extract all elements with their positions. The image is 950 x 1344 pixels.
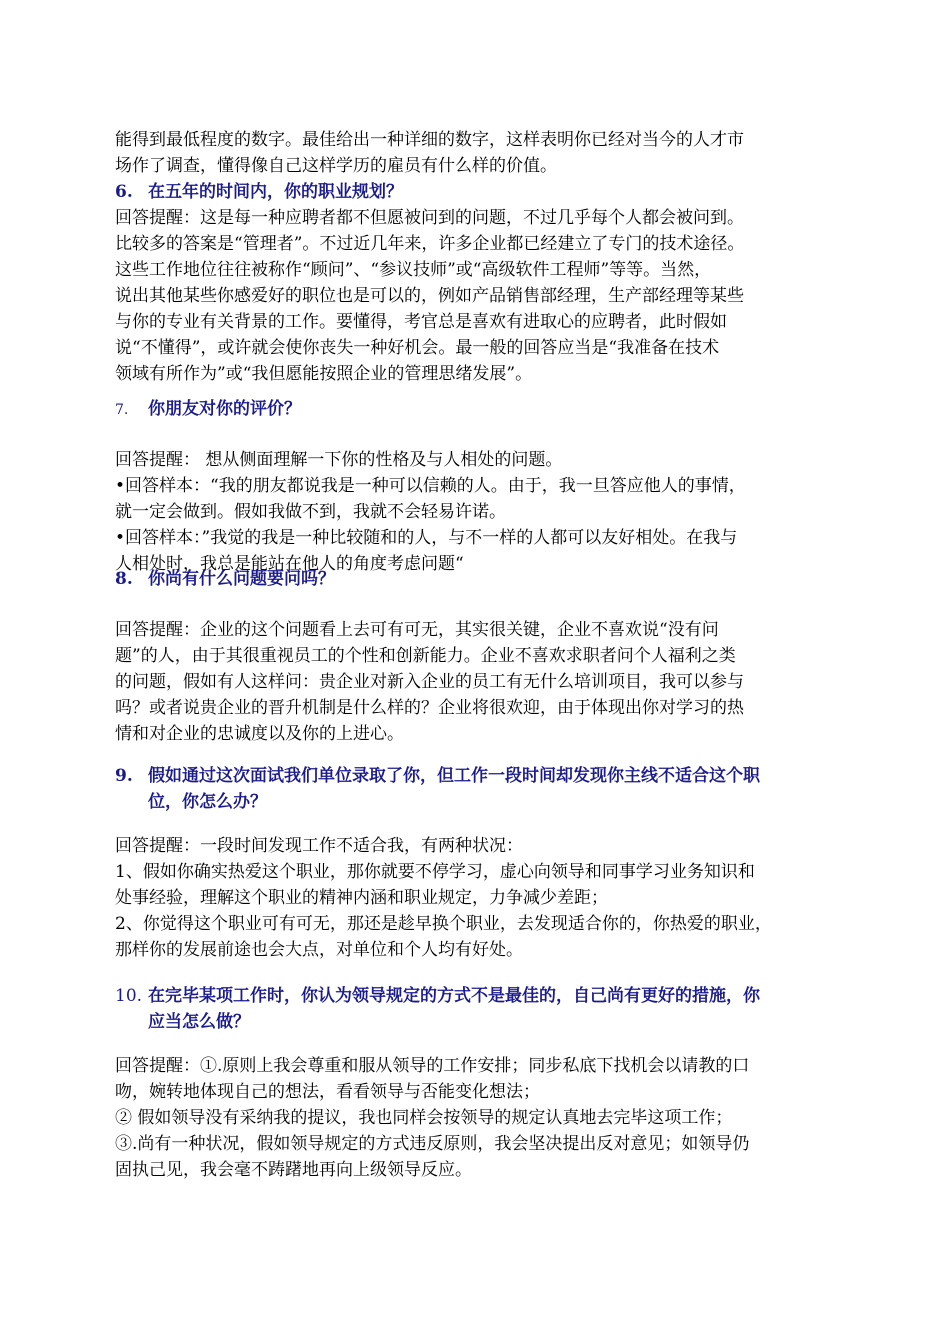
- body-text-line: 领域有所作为”或“我但愿能按照企业的管理思绪发展”。: [115, 364, 533, 384]
- body-text-line: 回答提醒：这是每一种应聘者都不但愿被问到的问题，不过几乎每个人都会被问到。: [115, 208, 744, 228]
- question-number: 9.: [115, 766, 133, 786]
- body-text-line: •回答样本：“我的朋友都说我是一种可以信赖的人。由于，我一旦答应他人的事情，: [115, 476, 746, 496]
- body-text-line: 固执己见，我会毫不踌躇地再向上级领导反应。: [115, 1160, 472, 1180]
- body-text-line: 的问题，假如有人这样问：贵企业对新入企业的员工有无什么培训项目，我可以参与: [115, 672, 744, 692]
- question-text: 在完毕某项工作时，你认为领导规定的方式不是最佳的，自己尚有更好的措施，你: [148, 986, 760, 1006]
- question-heading: [115, 179, 403, 206]
- body-text-line: 这些工作地位往往被称作“顾问”、“参议技师”或“高级软件工程师”等等。当然，: [115, 260, 712, 280]
- body-text-line: 回答提醒：①.原则上我会尊重和服从领导的工作安排；同步私底下找机会以请教的口: [115, 1056, 750, 1076]
- body-text-line: 与你的专业有关背景的工作。要懂得，考官总是喜欢有进取心的应聘者，此时假如: [115, 312, 727, 332]
- question-text: 你朋友对你的评价？: [148, 399, 301, 419]
- body-text-line: ② 假如领导没有采纳我的提议，我也同样会按领导的规定认真地去完毕这项工作；: [115, 1108, 733, 1128]
- body-text-line: 人相处时，我总是能站在他人的角度考虑问题“: [115, 554, 464, 574]
- body-text-line: 情和对企业的忠诚度以及你的上进心。: [115, 724, 404, 744]
- question-number: 7.: [115, 402, 129, 418]
- question-heading: [115, 396, 301, 423]
- body-text-line: •回答样本：”我觉的我是一种比较随和的人，与不一样的人都可以友好相处。在我与: [115, 528, 738, 548]
- body-text-line: 比较多的答案是“管理者”。不过近几年来，许多企业都已经建立了专门的技术途径。: [115, 234, 745, 254]
- question-number: 10.: [115, 986, 143, 1006]
- body-text-line: 回答提醒：企业的这个问题看上去可有可无，其实很关键，企业不喜欢说“没有问: [115, 620, 719, 640]
- question-text: 在五年的时间内，你的职业规划？: [148, 182, 403, 202]
- question-text: 你尚有什么问题要问吗？: [148, 569, 335, 589]
- question-number: 6.: [115, 182, 133, 202]
- body-text-line: 能得到最低程度的数字。最佳给出一种详细的数字，这样表明你已经对当今的人才市: [115, 130, 744, 150]
- body-text-line: 场作了调查，懂得像自己这样学历的雇员有什么样的价值。: [115, 156, 557, 176]
- body-text-line: 说出其他某些你感爱好的职位也是可以的，例如产品销售部经理，生产部经理等某些: [115, 286, 744, 306]
- question-text: 假如通过这次面试我们单位录取了你，但工作一段时间却发现你主线不适合这个职: [148, 766, 760, 786]
- body-text-line: 吻，婉转地体现自己的想法，看看领导与否能变化想法；: [115, 1082, 540, 1102]
- question-heading: [115, 983, 760, 1010]
- question-heading: [115, 566, 335, 593]
- body-text-line: 1、假如你确实热爱这个职业，那你就要不停学习，虚心向领导和同事学习业务知识和: [115, 862, 755, 882]
- question-text-continuation: 应当怎么做？: [148, 1012, 250, 1032]
- body-text-line: ③.尚有一种状况，假如领导规定的方式违反原则，我会坚决提出反对意见；如领导仍: [115, 1134, 750, 1154]
- question-heading: [115, 763, 760, 790]
- body-text-line: 2、你觉得这个职业可有可无，那还是趁早换个职业，去发现适合你的，你热爱的职业，: [115, 914, 772, 934]
- question-text-continuation: 位，你怎么办？: [148, 792, 267, 812]
- body-text-line: 回答提醒： 想从侧面理解一下你的性格及与人相处的问题。: [115, 450, 563, 470]
- body-text-line: 就一定会做到。假如我做不到，我就不会轻易许诺。: [115, 502, 506, 522]
- body-text-line: 回答提醒：一段时间发现工作不适合我，有两种状况：: [115, 836, 523, 856]
- body-text-line: 那样你的发展前途也会大点，对单位和个人均有好处。: [115, 940, 523, 960]
- body-text-line: 处事经验，理解这个职业的精神内涵和职业规定，力争减少差距；: [115, 888, 608, 908]
- question-number: 8.: [115, 569, 133, 589]
- body-text-line: 说“不懂得”，或许就会使你丧失一种好机会。最一般的回答应当是“我准备在技术: [115, 338, 720, 358]
- body-text-line: 题”的人，由于其很重视员工的个性和创新能力。企业不喜欢求职者问个人福利之类: [115, 646, 736, 666]
- body-text-line: 吗？或者说贵企业的晋升机制是什么样的？企业将很欢迎，由于体现出你对学习的热: [115, 698, 744, 718]
